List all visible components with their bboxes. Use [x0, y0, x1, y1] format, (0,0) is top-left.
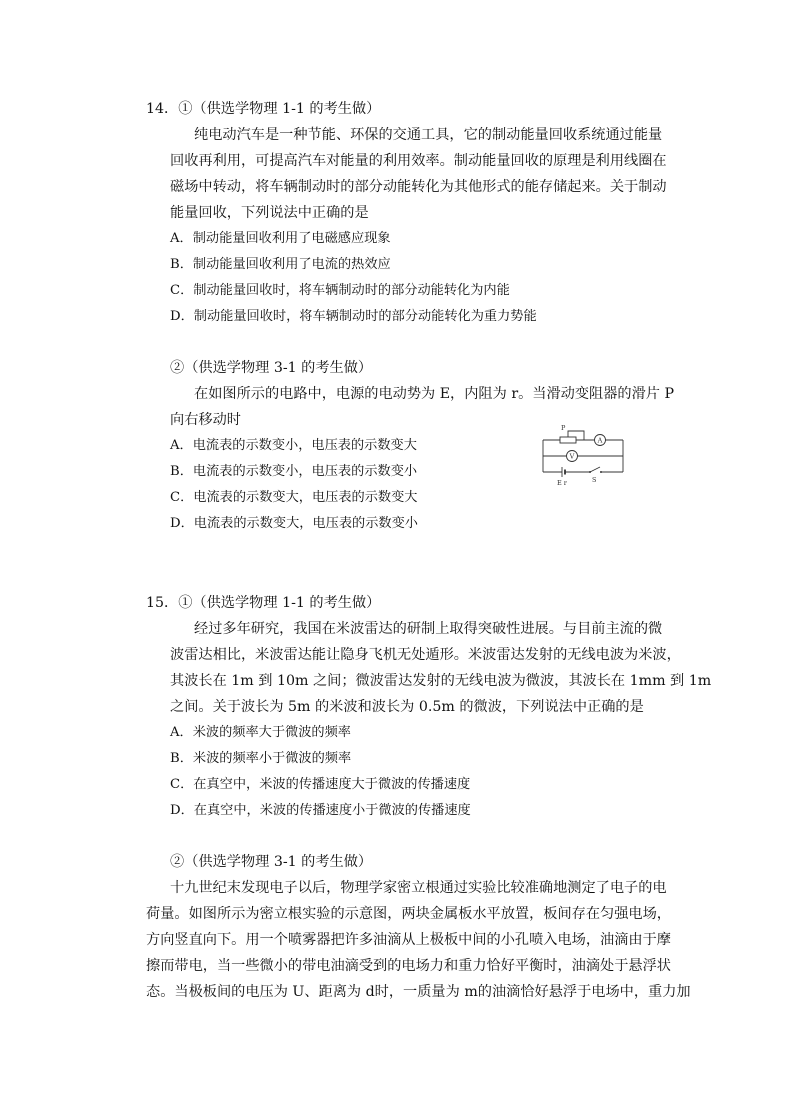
q15-stem-line-2: 波雷达相比，米波雷达能让隐身飞机无处遁形。米波雷达发射的无线电波为米波， [170, 647, 681, 663]
q14-part2-option-b: B．电流表的示数变小，电压表的示数变小 [170, 464, 418, 479]
q15-part2-header: ②（供选学物理 3-1 的考生做） [170, 854, 373, 870]
q15-option-a: A．米波的频率大于微波的频率 [170, 725, 351, 740]
q15-option-b: B．米波的频率小于微波的频率 [170, 751, 352, 766]
q14-option-d: D．制动能量回收时，将车辆制动时的部分动能转化为重力势能 [170, 309, 537, 324]
q14-part2-header: ②（供选学物理 3-1 的考生做） [170, 360, 373, 376]
label-voltmeter-v: V [569, 452, 575, 461]
circuit-diagram [538, 422, 628, 490]
q14-option-a: A．制动能量回收利用了电磁感应现象 [170, 231, 391, 246]
q14-option-c: C．制动能量回收时，将车辆制动时的部分动能转化为内能 [170, 283, 510, 298]
q15-stem-line-1: 经过多年研究，我国在米波雷达的研制上取得突破性进展。与目前主流的微 [194, 621, 663, 637]
q15-part2-stem-line-1: 十九世纪末发现电子以后，物理学家密立根通过实验比较准确地测定了电子的电 [170, 880, 667, 896]
q15-part2-stem-line-5: 态。当极板间的电压为 U、距离为 d时，一质量为 m的油滴恰好悬浮于电场中，重力加 [146, 984, 691, 1000]
q15-part2-stem-line-2: 荷量。如图所示为密立根实验的示意图，两块金属板水平放置，板间存在匀强电场， [146, 906, 671, 922]
q14-header: 14．①（供选学物理 1-1 的考生做） [146, 101, 381, 117]
q15-option-c: C．在真空中，米波的传播速度大于微波的传播速度 [170, 777, 471, 792]
q14-stem-line-3: 磁场中转动，将车辆制动时的部分动能转化为其他形式的能存储起来。关于制动 [170, 179, 667, 195]
q15-stem-line-4: 之间。关于波长为 5m 的米波和波长为 0.5m 的微波，下列说法中正确的是 [170, 699, 644, 715]
q14-stem-line-1: 纯电动汽车是一种节能、环保的交通工具，它的制动能量回收系统通过能量 [194, 127, 663, 143]
q14-part2-option-d: D．电流表的示数变大，电压表的示数变小 [170, 516, 418, 531]
q14-stem-line-2: 回收再利用，可提高汽车对能量的利用效率。制动能量回收的原理是利用线圈在 [170, 153, 667, 169]
q15-stem-line-3: 其波长在 1m 到 10m 之间；微波雷达发射的无线电波为微波，其波长在 1mm 到 1m [170, 673, 712, 689]
q14-part2-option-c: C．电流表的示数变大，电压表的示数变大 [170, 490, 418, 505]
label-switch-s: S [592, 476, 597, 484]
q14-part2-stem-line-2: 向右移动时 [170, 412, 241, 428]
q14-option-b: B．制动能量回收利用了电流的热效应 [170, 257, 391, 272]
q15-part2-stem-line-4: 擦而带电，当一些微小的带电油滴受到的电场力和重力恰好平衡时，油滴处于悬浮状 [146, 958, 671, 974]
q15-option-d: D．在真空中，米波的传播速度小于微波的传播速度 [170, 803, 471, 818]
q15-part2-stem-line-3: 方向竖直向下。用一个喷雾器把许多油滴从上极板中间的小孔喷入电场，油滴由于摩 [146, 932, 671, 948]
label-battery-er: E r [557, 479, 567, 487]
label-slider-p: P [561, 424, 566, 432]
q15-header: 15．①（供选学物理 1-1 的考生做） [146, 595, 381, 611]
label-ammeter-a: A [597, 436, 603, 445]
q14-part2-stem-line-1: 在如图所示的电路中，电源的电动势为 E，内阻为 r。当滑动变阻器的滑片 P [194, 386, 675, 402]
q14-stem-line-4: 能量回收，下列说法中正确的是 [170, 205, 369, 221]
q14-part2-option-a: A．电流表的示数变小，电压表的示数变大 [170, 438, 417, 453]
